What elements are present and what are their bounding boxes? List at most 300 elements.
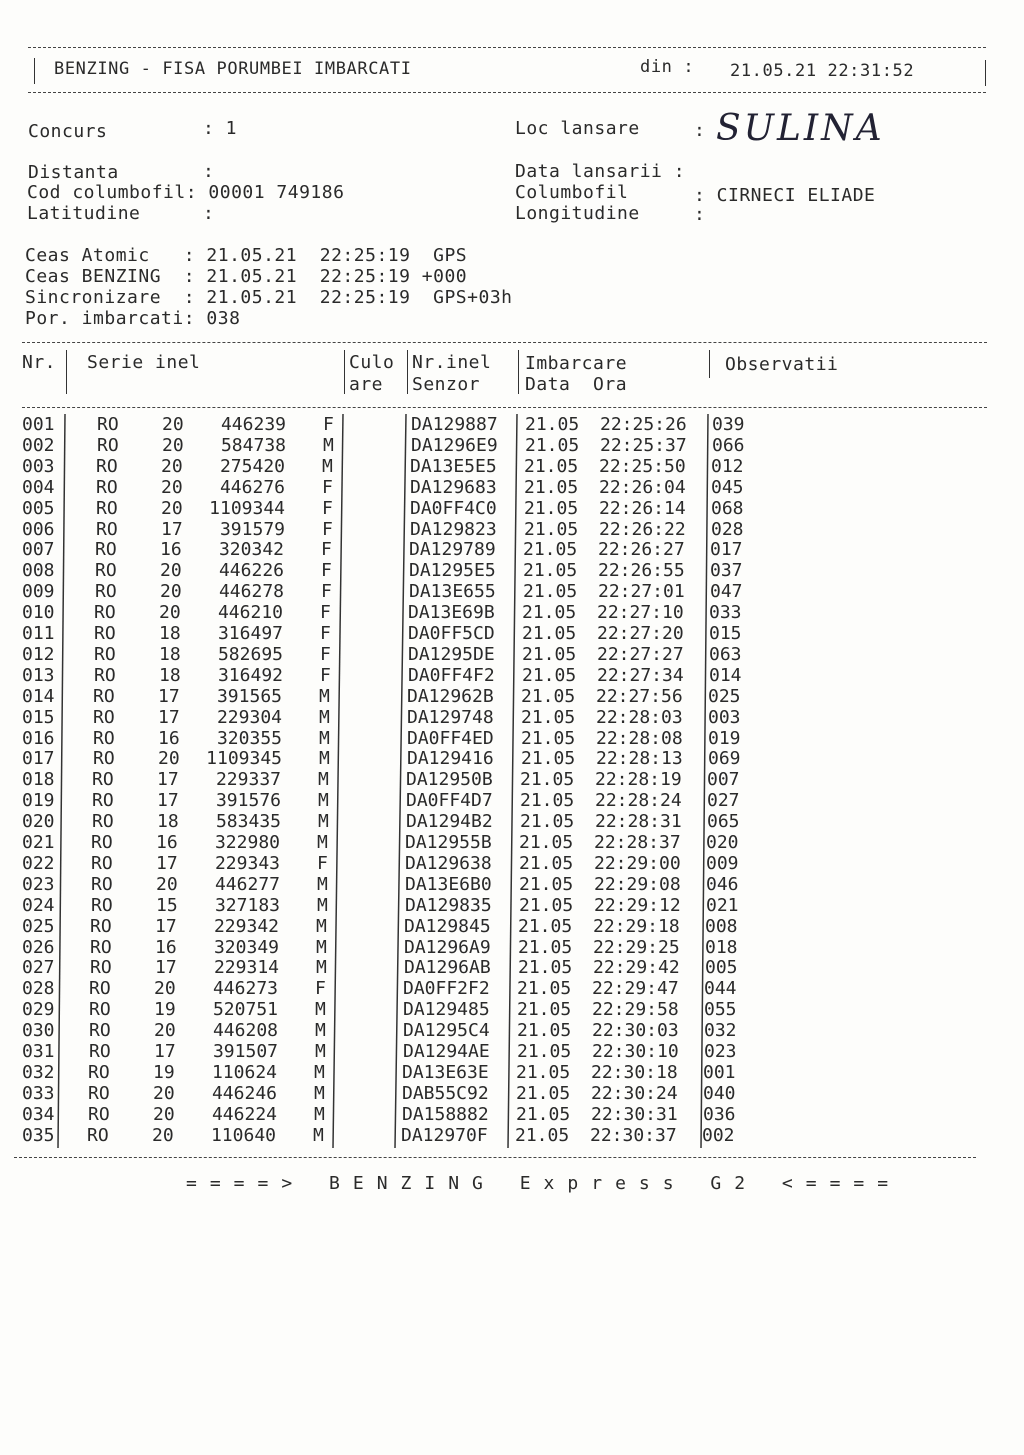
row-sex: M bbox=[317, 873, 328, 895]
row-sex: F bbox=[322, 476, 333, 498]
row-time: 22:25:37 bbox=[600, 434, 687, 456]
row-country: RO bbox=[96, 476, 118, 498]
table-row bbox=[0, 581, 1024, 602]
row-year: 20 bbox=[161, 455, 183, 477]
row-ring: 446278 bbox=[218, 581, 284, 603]
row-obs: 007 bbox=[707, 769, 740, 791]
row-sensor: DA13E5E5 bbox=[410, 455, 497, 477]
row-date: 21.05 bbox=[516, 1103, 571, 1125]
columbofil-value: : CIRNECI ELIADE bbox=[694, 185, 876, 206]
row-sex: F bbox=[320, 664, 331, 686]
row-ring: 391507 bbox=[212, 1041, 278, 1062]
row-nr: 033 bbox=[22, 1082, 55, 1104]
row-nr: 027 bbox=[22, 957, 55, 979]
row-obs: 046 bbox=[706, 873, 739, 895]
table-row bbox=[0, 728, 1024, 749]
row-nr: 028 bbox=[22, 978, 55, 1000]
row-time: 22:29:18 bbox=[593, 915, 680, 937]
row-obs: 002 bbox=[702, 1124, 735, 1146]
row-nr: 003 bbox=[22, 455, 55, 477]
row-year: 20 bbox=[156, 873, 178, 895]
row-sex: F bbox=[317, 852, 328, 874]
row-ring: 446276 bbox=[219, 476, 285, 498]
row-country: RO bbox=[95, 560, 117, 582]
row-obs: 065 bbox=[707, 811, 740, 833]
row-country: RO bbox=[93, 685, 115, 707]
row-country: RO bbox=[96, 518, 118, 540]
row-ring: 391565 bbox=[216, 685, 282, 707]
row-year: 16 bbox=[156, 832, 178, 853]
row-country: RO bbox=[92, 769, 114, 791]
row-year: 20 bbox=[161, 476, 183, 498]
row-date: 21.05 bbox=[521, 727, 576, 749]
row-obs: 020 bbox=[706, 832, 739, 853]
row-year: 17 bbox=[158, 685, 180, 707]
row-ring: 446239 bbox=[220, 414, 286, 435]
row-sensor: DA0FF4D7 bbox=[406, 790, 493, 812]
row-nr: 005 bbox=[22, 497, 55, 519]
row-obs: 066 bbox=[712, 434, 745, 456]
row-sex: F bbox=[320, 623, 331, 644]
row-time: 22:27:56 bbox=[596, 685, 683, 707]
loc-lansare-handwritten: SULINA bbox=[716, 108, 885, 149]
table-row bbox=[0, 874, 1024, 895]
latitudine-label: Latitudine bbox=[27, 203, 141, 224]
table-row bbox=[0, 686, 1024, 707]
row-date: 21.05 bbox=[520, 769, 575, 791]
row-year: 20 bbox=[162, 434, 184, 456]
row-date: 21.05 bbox=[522, 602, 577, 624]
row-obs: 063 bbox=[709, 643, 742, 665]
row-nr: 007 bbox=[22, 539, 55, 561]
table-row bbox=[0, 477, 1024, 498]
row-country: RO bbox=[92, 811, 114, 833]
row-date: 21.05 bbox=[520, 790, 575, 812]
row-year: 20 bbox=[153, 1103, 175, 1125]
table-row bbox=[0, 937, 1024, 958]
row-country: RO bbox=[91, 852, 113, 874]
row-date: 21.05 bbox=[519, 852, 574, 874]
table-row bbox=[0, 665, 1024, 686]
row-sex: F bbox=[323, 414, 334, 435]
row-year: 19 bbox=[153, 1061, 175, 1083]
row-nr: 029 bbox=[22, 999, 55, 1021]
row-sensor: DA129638 bbox=[405, 852, 492, 874]
row-year: 17 bbox=[156, 852, 178, 874]
row-obs: 045 bbox=[711, 476, 744, 498]
table-row bbox=[0, 414, 1024, 435]
row-year: 19 bbox=[154, 999, 176, 1021]
row-sensor: DA13E63E bbox=[402, 1061, 489, 1083]
col-serie-inel: Serie inel bbox=[87, 352, 201, 373]
table-row bbox=[0, 790, 1024, 811]
row-date: 21.05 bbox=[517, 1041, 572, 1062]
table-row bbox=[0, 811, 1024, 832]
row-year: 20 bbox=[160, 560, 182, 582]
row-obs: 015 bbox=[709, 623, 742, 644]
row-obs: 012 bbox=[711, 455, 744, 477]
row-obs: 040 bbox=[703, 1082, 736, 1104]
row-ring: 316497 bbox=[217, 623, 283, 644]
row-year: 20 bbox=[159, 602, 181, 624]
table-row bbox=[0, 1020, 1024, 1041]
row-time: 22:29:00 bbox=[594, 852, 681, 874]
row-nr: 018 bbox=[22, 769, 55, 791]
row-nr: 015 bbox=[22, 706, 55, 728]
row-ring: 229343 bbox=[214, 852, 280, 874]
row-date: 21.05 bbox=[519, 832, 574, 853]
row-date: 21.05 bbox=[516, 1061, 571, 1083]
table-row bbox=[0, 1104, 1024, 1125]
row-ring: 110624 bbox=[211, 1061, 277, 1083]
row-country: RO bbox=[89, 1041, 111, 1062]
row-date: 21.05 bbox=[524, 455, 579, 477]
row-nr: 014 bbox=[22, 685, 55, 707]
row-year: 18 bbox=[159, 623, 181, 644]
row-date: 21.05 bbox=[522, 664, 577, 686]
row-nr: 004 bbox=[22, 476, 55, 498]
row-ring: 446210 bbox=[217, 602, 283, 624]
row-ring: 327183 bbox=[214, 894, 280, 916]
table-row bbox=[0, 707, 1024, 728]
row-country: RO bbox=[95, 581, 117, 603]
row-time: 22:28:24 bbox=[595, 790, 682, 812]
distanta-value: : bbox=[203, 161, 215, 182]
row-year: 17 bbox=[154, 1041, 176, 1062]
row-date: 21.05 bbox=[522, 623, 577, 644]
row-date: 21.05 bbox=[515, 1124, 570, 1146]
col-nr-inel-1: Nr.inel bbox=[412, 352, 492, 373]
row-country: RO bbox=[95, 539, 117, 561]
row-sex: M bbox=[315, 1041, 326, 1062]
row-country: RO bbox=[94, 623, 116, 644]
row-obs: 023 bbox=[704, 1041, 737, 1062]
row-sensor: DA129416 bbox=[407, 748, 494, 770]
data-lansarii-label: Data lansarii : bbox=[515, 161, 686, 182]
table-row bbox=[0, 957, 1024, 978]
row-date: 21.05 bbox=[525, 434, 580, 456]
row-date: 21.05 bbox=[521, 685, 576, 707]
row-sensor: DA0FF2F2 bbox=[403, 978, 490, 1000]
row-time: 22:28:08 bbox=[596, 727, 683, 749]
row-year: 16 bbox=[155, 936, 177, 958]
row-ring: 584738 bbox=[220, 434, 286, 456]
longitudine-value: : bbox=[694, 204, 706, 225]
row-year: 18 bbox=[159, 643, 181, 665]
row-obs: 005 bbox=[705, 957, 738, 979]
col-culoare-2: are bbox=[349, 374, 384, 395]
row-obs: 027 bbox=[707, 790, 740, 812]
row-year: 18 bbox=[159, 664, 181, 686]
row-year: 20 bbox=[160, 581, 182, 603]
row-obs: 047 bbox=[710, 581, 743, 603]
row-country: RO bbox=[88, 1061, 110, 1083]
row-sex: M bbox=[316, 936, 327, 958]
row-date: 21.05 bbox=[518, 936, 573, 958]
row-country: RO bbox=[87, 1124, 109, 1146]
row-sensor: DA129887 bbox=[411, 414, 498, 435]
row-time: 22:28:31 bbox=[595, 811, 682, 833]
row-date: 21.05 bbox=[518, 915, 573, 937]
col-nr-inel-2: Senzor bbox=[412, 374, 481, 395]
table-row bbox=[0, 895, 1024, 916]
row-ring: 391579 bbox=[219, 518, 285, 540]
row-nr: 022 bbox=[22, 852, 55, 874]
row-country: RO bbox=[89, 1020, 111, 1042]
row-time: 22:26:04 bbox=[599, 476, 686, 498]
row-ring: 1109345 bbox=[206, 748, 282, 770]
table-row bbox=[0, 539, 1024, 560]
row-sensor: DA1296E9 bbox=[411, 434, 498, 456]
row-nr: 019 bbox=[22, 790, 55, 812]
table-row bbox=[0, 832, 1024, 853]
row-sex: M bbox=[313, 1124, 324, 1146]
row-time: 22:27:10 bbox=[597, 602, 684, 624]
row-obs: 009 bbox=[706, 852, 739, 874]
row-nr: 017 bbox=[22, 748, 55, 770]
row-sex: M bbox=[314, 1103, 325, 1125]
row-nr: 013 bbox=[22, 664, 55, 686]
row-ring: 320349 bbox=[213, 936, 279, 958]
row-sensor: DA12970F bbox=[401, 1124, 488, 1146]
row-year: 17 bbox=[161, 518, 183, 540]
row-sensor: DA13E6B0 bbox=[405, 873, 492, 895]
row-country: RO bbox=[94, 602, 116, 624]
row-time: 22:28:37 bbox=[594, 832, 681, 853]
row-obs: 019 bbox=[708, 727, 741, 749]
row-year: 17 bbox=[157, 790, 179, 812]
table-row bbox=[0, 748, 1024, 769]
row-nr: 026 bbox=[22, 936, 55, 958]
row-time: 22:28:13 bbox=[596, 748, 683, 770]
row-time: 22:26:22 bbox=[599, 518, 686, 540]
table-row bbox=[0, 498, 1024, 519]
row-year: 20 bbox=[158, 748, 180, 770]
row-country: RO bbox=[88, 1082, 110, 1104]
longitudine-label: Longitudine bbox=[515, 203, 640, 224]
row-ring: 391576 bbox=[215, 790, 281, 812]
row-sensor: DA129835 bbox=[405, 894, 492, 916]
row-nr: 025 bbox=[22, 915, 55, 937]
table-row bbox=[0, 978, 1024, 999]
row-ring: 229342 bbox=[213, 915, 279, 937]
concurs-value: : 1 bbox=[203, 118, 238, 139]
row-sex: M bbox=[314, 1061, 325, 1083]
row-country: RO bbox=[93, 748, 115, 770]
row-country: RO bbox=[97, 414, 119, 435]
row-country: RO bbox=[89, 978, 111, 1000]
row-sensor: DAB55C92 bbox=[402, 1082, 489, 1104]
row-country: RO bbox=[96, 497, 118, 519]
row-sex: M bbox=[314, 1082, 325, 1104]
row-obs: 003 bbox=[708, 706, 741, 728]
row-nr: 032 bbox=[22, 1061, 55, 1083]
row-ring: 229304 bbox=[216, 706, 282, 728]
row-time: 22:25:26 bbox=[600, 414, 687, 435]
row-sex: F bbox=[320, 643, 331, 665]
row-time: 22:29:25 bbox=[593, 936, 680, 958]
row-year: 17 bbox=[155, 915, 177, 937]
row-country: RO bbox=[92, 790, 114, 812]
row-sensor: DA0FF4F2 bbox=[408, 664, 495, 686]
row-date: 21.05 bbox=[523, 560, 578, 582]
ceas-benzing: Ceas BENZING : 21.05.21 22:25:19 +000 bbox=[25, 266, 468, 287]
row-country: RO bbox=[94, 664, 116, 686]
row-obs: 036 bbox=[703, 1103, 736, 1125]
row-year: 20 bbox=[154, 1020, 176, 1042]
table-row bbox=[0, 769, 1024, 790]
footer-brand: ====> BENZING Express G2 <==== bbox=[186, 1173, 902, 1194]
row-country: RO bbox=[97, 434, 119, 456]
row-nr: 016 bbox=[22, 727, 55, 749]
row-time: 22:29:08 bbox=[594, 873, 681, 895]
row-obs: 039 bbox=[712, 414, 745, 435]
row-nr: 024 bbox=[22, 894, 55, 916]
row-nr: 012 bbox=[22, 643, 55, 665]
row-nr: 034 bbox=[22, 1103, 55, 1125]
row-year: 17 bbox=[157, 769, 179, 791]
row-nr: 010 bbox=[22, 602, 55, 624]
row-sex: M bbox=[323, 434, 334, 456]
row-sex: M bbox=[318, 769, 329, 791]
row-time: 22:26:55 bbox=[598, 560, 685, 582]
row-date: 21.05 bbox=[523, 539, 578, 561]
row-sensor: DA0FF4C0 bbox=[410, 497, 497, 519]
row-sensor: DA129485 bbox=[403, 999, 490, 1021]
row-ring: 446246 bbox=[211, 1082, 277, 1104]
row-sensor: DA1296A9 bbox=[404, 936, 491, 958]
row-nr: 002 bbox=[22, 434, 55, 456]
row-time: 22:28:03 bbox=[596, 706, 683, 728]
row-country: RO bbox=[90, 957, 112, 979]
row-nr: 023 bbox=[22, 873, 55, 895]
table-bottom-rule bbox=[14, 1157, 976, 1158]
table-row bbox=[0, 602, 1024, 623]
row-sensor: DA1294B2 bbox=[406, 811, 493, 833]
row-obs: 001 bbox=[703, 1061, 736, 1083]
row-sex: M bbox=[319, 706, 330, 728]
columbofil-label: Columbofil bbox=[515, 182, 629, 203]
row-country: RO bbox=[88, 1103, 110, 1125]
row-time: 22:25:50 bbox=[599, 455, 686, 477]
row-date: 21.05 bbox=[525, 414, 580, 435]
row-country: RO bbox=[91, 873, 113, 895]
table-row bbox=[0, 560, 1024, 581]
row-obs: 068 bbox=[711, 497, 744, 519]
table-row bbox=[0, 999, 1024, 1020]
row-time: 22:30:24 bbox=[591, 1082, 678, 1104]
porumbei-imbarcati: Por. imbarcati: 038 bbox=[25, 308, 241, 329]
col-observatii: Observatii bbox=[725, 354, 839, 375]
row-date: 21.05 bbox=[523, 581, 578, 603]
row-year: 20 bbox=[154, 978, 176, 1000]
table-row bbox=[0, 1083, 1024, 1104]
row-ring: 229314 bbox=[213, 957, 279, 979]
row-sex: M bbox=[319, 727, 330, 749]
row-sensor: DA12962B bbox=[407, 685, 494, 707]
row-nr: 008 bbox=[22, 560, 55, 582]
row-sensor: DA0FF5CD bbox=[408, 623, 495, 644]
row-time: 22:30:18 bbox=[591, 1061, 678, 1083]
row-time: 22:26:14 bbox=[599, 497, 686, 519]
row-sensor: DA12955B bbox=[405, 832, 492, 853]
row-sex: F bbox=[315, 978, 326, 1000]
row-ring: 582695 bbox=[217, 643, 283, 665]
row-sex: M bbox=[316, 915, 327, 937]
row-sex: M bbox=[322, 455, 333, 477]
row-obs: 008 bbox=[705, 915, 738, 937]
row-time: 22:29:47 bbox=[592, 978, 679, 1000]
row-nr: 001 bbox=[22, 414, 55, 435]
row-country: RO bbox=[93, 706, 115, 728]
row-obs: 025 bbox=[708, 685, 741, 707]
row-ring: 446224 bbox=[211, 1103, 277, 1125]
row-country: RO bbox=[89, 999, 111, 1021]
concurs-label: Concurs bbox=[28, 121, 108, 142]
document-title: BENZING - FISA PORUMBEI IMBARCATI bbox=[54, 59, 412, 79]
table-row bbox=[0, 1062, 1024, 1083]
row-ring: 583435 bbox=[215, 811, 281, 833]
row-ring: 110640 bbox=[210, 1124, 276, 1146]
row-date: 21.05 bbox=[522, 643, 577, 665]
row-sensor: DA1294AE bbox=[403, 1041, 490, 1062]
row-sex: F bbox=[322, 518, 333, 540]
row-obs: 021 bbox=[706, 894, 739, 916]
row-nr: 009 bbox=[22, 581, 55, 603]
row-sensor: DA158882 bbox=[402, 1103, 489, 1125]
row-time: 22:30:03 bbox=[592, 1020, 679, 1042]
row-ring: 322980 bbox=[214, 832, 280, 853]
row-sex: M bbox=[319, 685, 330, 707]
col-imbarcare-2: Data Ora bbox=[525, 374, 628, 395]
row-year: 20 bbox=[162, 414, 184, 435]
row-sensor: DA1296AB bbox=[404, 957, 491, 979]
row-time: 22:27:27 bbox=[597, 643, 684, 665]
distanta-label: Distanta bbox=[28, 162, 119, 183]
row-date: 21.05 bbox=[517, 978, 572, 1000]
row-time: 22:27:34 bbox=[597, 664, 684, 686]
row-year: 17 bbox=[158, 706, 180, 728]
row-ring: 446208 bbox=[212, 1020, 278, 1042]
row-ring: 320355 bbox=[216, 727, 282, 749]
col-imbarcare-1: Imbarcare bbox=[525, 353, 628, 374]
loc-lansare-sep: : bbox=[694, 120, 706, 141]
table-row bbox=[0, 644, 1024, 665]
row-ring: 446226 bbox=[218, 560, 284, 582]
row-sex: F bbox=[321, 539, 332, 561]
row-sensor: DA0FF4ED bbox=[407, 727, 494, 749]
row-nr: 021 bbox=[22, 832, 55, 853]
row-time: 22:30:10 bbox=[592, 1041, 679, 1062]
row-year: 20 bbox=[152, 1124, 174, 1146]
row-obs: 044 bbox=[704, 978, 737, 1000]
row-time: 22:29:42 bbox=[593, 957, 680, 979]
row-ring: 446277 bbox=[214, 873, 280, 895]
row-year: 17 bbox=[155, 957, 177, 979]
row-sensor: DA129748 bbox=[407, 706, 494, 728]
table-row bbox=[0, 853, 1024, 874]
row-nr: 031 bbox=[22, 1041, 55, 1062]
table-row bbox=[0, 456, 1024, 477]
row-time: 22:28:19 bbox=[595, 769, 682, 791]
row-time: 22:26:27 bbox=[598, 539, 685, 561]
row-country: RO bbox=[94, 643, 116, 665]
row-ring: 520751 bbox=[212, 999, 278, 1021]
row-time: 22:27:20 bbox=[597, 623, 684, 644]
row-nr: 011 bbox=[22, 623, 55, 644]
row-sex: M bbox=[317, 894, 328, 916]
row-date: 21.05 bbox=[521, 748, 576, 770]
